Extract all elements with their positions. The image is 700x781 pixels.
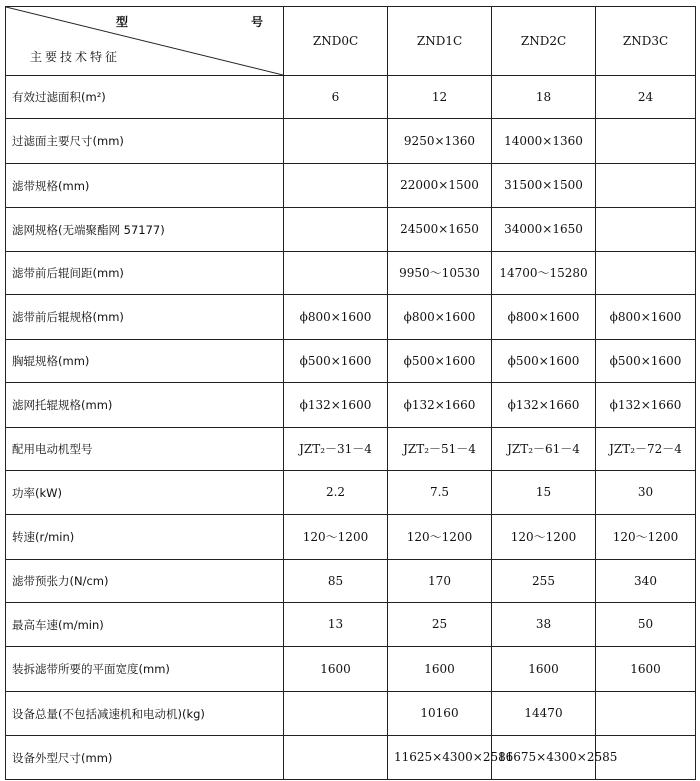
value-cell: 120～1200 [284, 515, 388, 560]
value-cell [596, 252, 696, 295]
value-cell: 120～1200 [596, 515, 696, 560]
feature-label: 滤带前后辊规格(mm) [6, 295, 284, 340]
value-cell: 30 [596, 471, 696, 515]
value-cell: ϕ800×1600 [596, 295, 696, 340]
table-row [6, 647, 696, 692]
feature-label: 滤网托辊规格(mm) [6, 383, 284, 428]
value-cell: 14470 [492, 692, 596, 736]
value-cell: ϕ132×1660 [596, 383, 696, 428]
feature-label: 最高车速(m/min) [6, 603, 284, 647]
value-cell: 24500×1650 [388, 208, 492, 252]
table-row [6, 736, 696, 780]
value-cell [284, 692, 388, 736]
table-row [6, 76, 696, 119]
feature-label: 胸辊规格(mm) [6, 340, 284, 383]
value-cell: 340 [596, 560, 696, 603]
feature-label: 滤带规格(mm) [6, 164, 284, 208]
value-cell: ϕ500×1600 [596, 340, 696, 383]
value-cell: ϕ132×1600 [284, 383, 388, 428]
model-header-znd3c: ZND3C [596, 7, 696, 76]
value-cell: ϕ500×1600 [284, 340, 388, 383]
value-cell: JZT₂－31－4 [284, 428, 388, 471]
corner-label-features: 主要技术特征 [30, 50, 121, 64]
value-cell [284, 252, 388, 295]
value-cell: 1600 [284, 647, 388, 692]
value-cell: 24 [596, 76, 696, 119]
value-cell [596, 692, 696, 736]
feature-label: 功率(kW) [6, 471, 284, 515]
table-row [6, 428, 696, 471]
value-cell: 1600 [596, 647, 696, 692]
feature-label: 转速(r/min) [6, 515, 284, 560]
value-cell: JZT₂－72－4 [596, 428, 696, 471]
table-row [6, 252, 696, 295]
value-cell: 11625×4300×2581 [388, 736, 492, 780]
table-row [6, 340, 696, 383]
table-row [6, 560, 696, 603]
value-cell: 85 [284, 560, 388, 603]
table-row [6, 692, 696, 736]
table-row [6, 515, 696, 560]
table-row [6, 208, 696, 252]
value-cell [284, 736, 388, 780]
value-cell: 9250×1360 [388, 119, 492, 164]
value-cell: 13 [284, 603, 388, 647]
value-cell: 255 [492, 560, 596, 603]
feature-label: 滤网规格(无端聚酯网 57177) [6, 208, 284, 252]
value-cell: JZT₂－61－4 [492, 428, 596, 471]
value-cell: 1600 [492, 647, 596, 692]
value-cell: ϕ800×1600 [284, 295, 388, 340]
diagonal-header-cell [6, 7, 284, 76]
value-cell: ϕ500×1600 [492, 340, 596, 383]
value-cell: 14000×1360 [492, 119, 596, 164]
value-cell: 38 [492, 603, 596, 647]
value-cell: ϕ500×1600 [388, 340, 492, 383]
feature-label: 有效过滤面积(m²) [6, 76, 284, 119]
value-cell [596, 208, 696, 252]
model-header-znd0c: ZND0C [284, 7, 388, 76]
model-header-znd1c: ZND1C [388, 7, 492, 76]
value-cell: 25 [388, 603, 492, 647]
table-row [6, 383, 696, 428]
model-header-znd2c: ZND2C [492, 7, 596, 76]
value-cell: 9950～10530 [388, 252, 492, 295]
table-row [6, 119, 696, 164]
value-cell [284, 119, 388, 164]
value-cell: ϕ132×1660 [388, 383, 492, 428]
table-row [6, 295, 696, 340]
feature-label: 设备总量(不包括减速机和电动机)(kg) [6, 692, 284, 736]
value-cell: 31500×1500 [492, 164, 596, 208]
value-cell [596, 164, 696, 208]
value-cell: 50 [596, 603, 696, 647]
value-cell: 120～1200 [388, 515, 492, 560]
value-cell [284, 164, 388, 208]
value-cell: 120～1200 [492, 515, 596, 560]
value-cell: 10160 [388, 692, 492, 736]
value-cell: 7.5 [388, 471, 492, 515]
value-cell: 18 [492, 76, 596, 119]
table-row [6, 603, 696, 647]
value-cell: ϕ800×1600 [388, 295, 492, 340]
value-cell: ϕ800×1600 [492, 295, 596, 340]
corner-label-number: 号 [250, 15, 263, 29]
value-cell [596, 119, 696, 164]
value-cell: 1600 [388, 647, 492, 692]
value-cell: 12 [388, 76, 492, 119]
value-cell [284, 208, 388, 252]
feature-label: 装拆滤带所要的平面宽度(mm) [6, 647, 284, 692]
value-cell: JZT₂－51－4 [388, 428, 492, 471]
value-cell: 22000×1500 [388, 164, 492, 208]
table-body [6, 76, 696, 780]
value-cell: 15 [492, 471, 596, 515]
value-cell: 170 [388, 560, 492, 603]
corner-label-type: 型 [116, 15, 129, 29]
header-row [6, 7, 696, 76]
feature-label: 设备外型尺寸(mm) [6, 736, 284, 780]
value-cell: 6 [284, 76, 388, 119]
table-row [6, 471, 696, 515]
value-cell: 14700～15280 [492, 252, 596, 295]
feature-label: 滤带前后辊间距(mm) [6, 252, 284, 295]
feature-label: 配用电动机型号 [6, 428, 284, 471]
feature-label: 滤带预张力(N/cm) [6, 560, 284, 603]
value-cell: 2.2 [284, 471, 388, 515]
spec-table [5, 6, 696, 780]
value-cell: 34000×1650 [492, 208, 596, 252]
value-cell: 16675×4300×2585 [492, 736, 596, 780]
value-cell: ϕ132×1660 [492, 383, 596, 428]
table-row [6, 164, 696, 208]
feature-label: 过滤面主要尺寸(mm) [6, 119, 284, 164]
